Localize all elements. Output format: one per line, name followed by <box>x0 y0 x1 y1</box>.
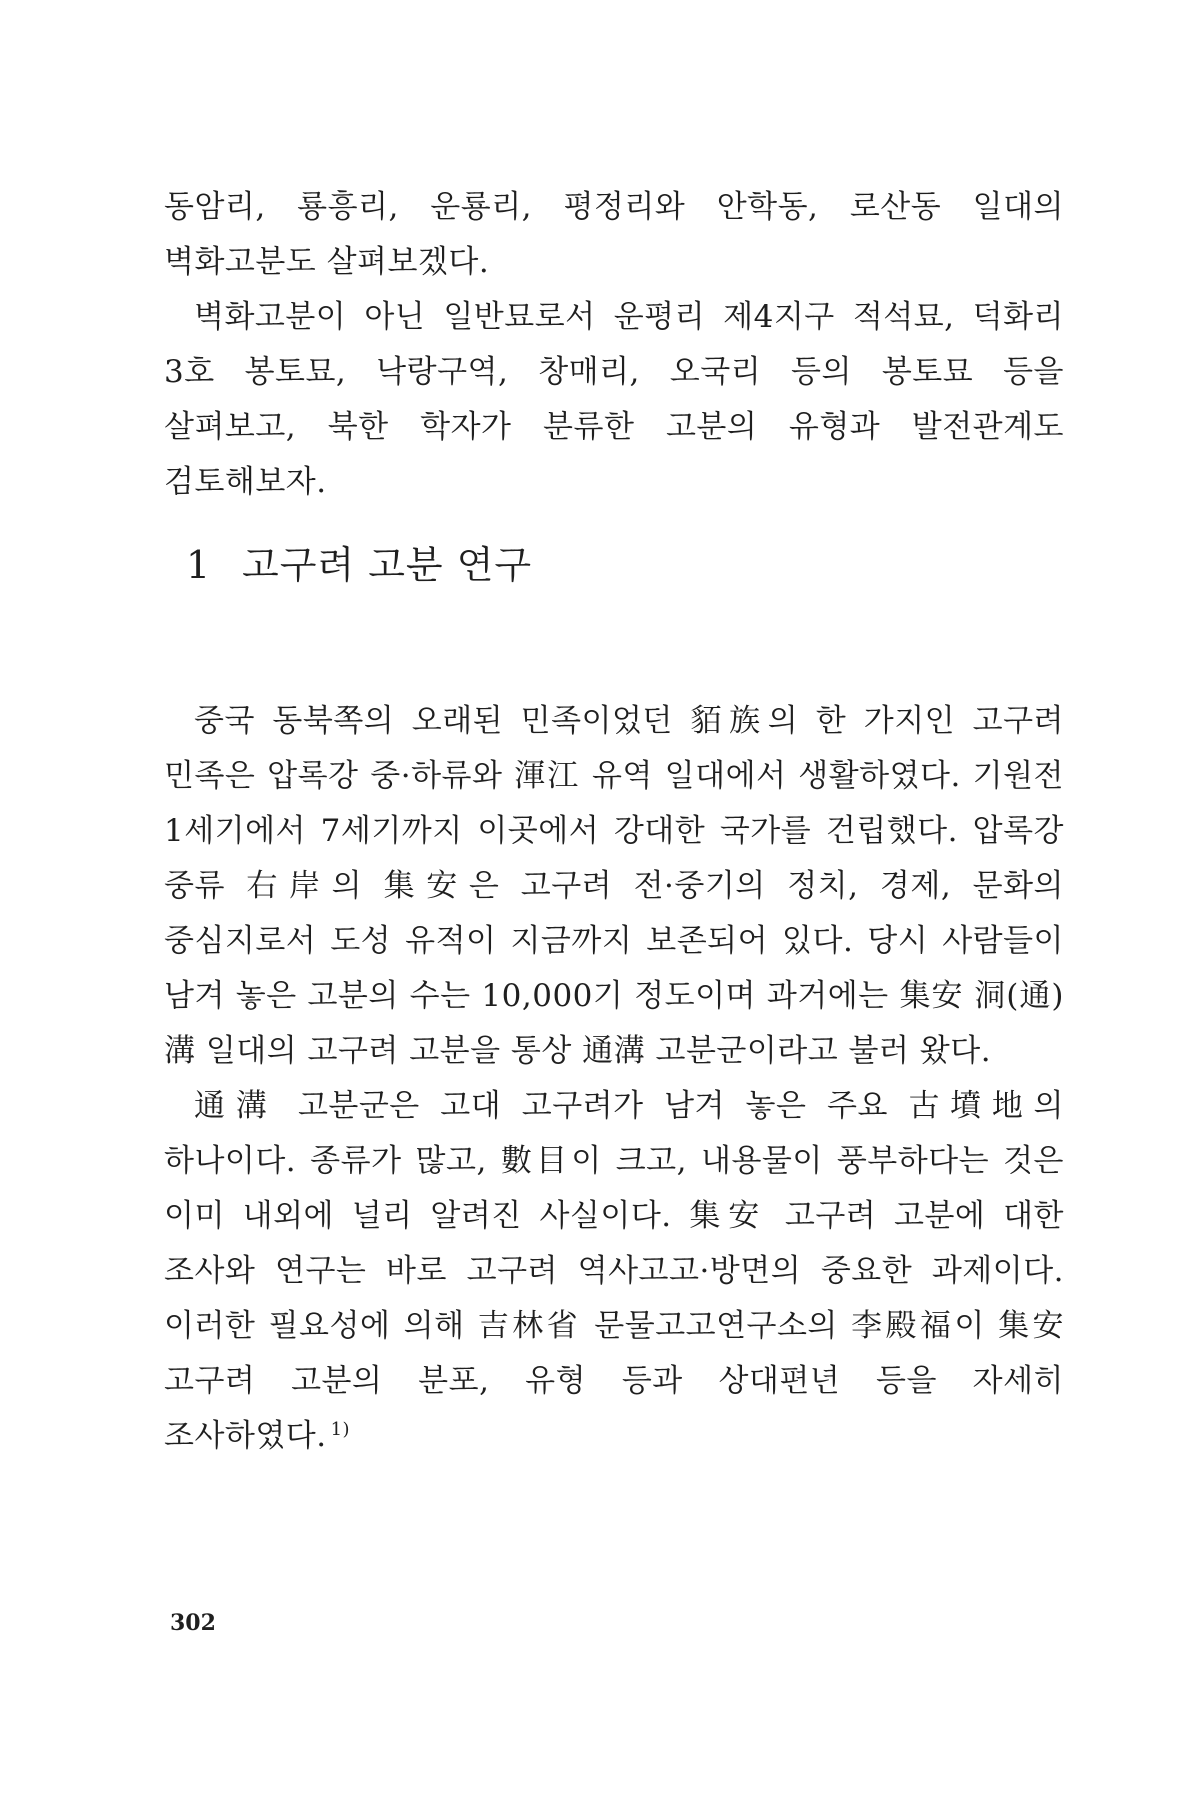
section-number: 1 <box>186 543 212 587</box>
section-text <box>164 694 1064 1464</box>
intro-paragraph-2: 벽화고분이 아닌 일반묘로서 운평리 제4지구 적석묘, 덕화리 3호 봉토묘, 낙랑구역, 창매리, 오국리 등의 봉토묘 등을 살펴보고, 북한 학자가 분류한 고분의 유형과 발전관계도 검토해보자. <box>164 299 1064 500</box>
intro-paragraph-1: 동암리, 룡흥리, 운룡리, 평정리와 안학동, 로산동 일대의 벽화고분도 살펴보겠다. <box>164 189 1064 280</box>
intro-text <box>164 180 1064 510</box>
section-paragraph-1: 중국 동북쪽의 오래된 민족이었던 貊族의 한 가지인 고구려 민족은 압록강 중·하류와 渾江 유역 일대에서 생활하였다. 기원전 1세기에서 7세기까지 이곳에서 강대한 국가를 건립했다. 압록강 중류 右岸의 集安은 고구려 전·중기의 정치, 경제, 문화의 중심지로서 도성 유적이 지금까지 보존되어 있다. 당시 사람들이 남겨 놓은 고분의 수는 10,000기 정도이며 과거에는 集安 洞(通)溝 일대의 고구려 고분을 통상 通溝 고분군이라고 불러 왔다. <box>164 703 1064 1069</box>
section-paragraph-2 <box>164 1079 1064 1464</box>
section-title: 고구려 고분 연구 <box>242 543 533 587</box>
footnote-reference[interactable]: 1) <box>330 1418 351 1440</box>
page-number: 302 <box>170 1610 216 1636</box>
section-paragraph-2-text: 通溝 고분군은 고대 고구려가 남겨 놓은 주요 古墳地의 하나이다. 종류가 많고, 數目이 크고, 내용물이 풍부하다는 것은 이미 내외에 널리 알려진 사실이다. 集安 고구려 고분에 대한 조사와 연구는 바로 고구려 역사고고·방면의 중요한 과제이다. 이러한 필요성에 의해 吉林省 문물고고연구소의 李殿福이 集安 고구려 고분의 분포, 유형 등과 상대편년 등을 자세히 조사하였다. <box>164 1088 1064 1454</box>
section-heading <box>186 540 532 590</box>
